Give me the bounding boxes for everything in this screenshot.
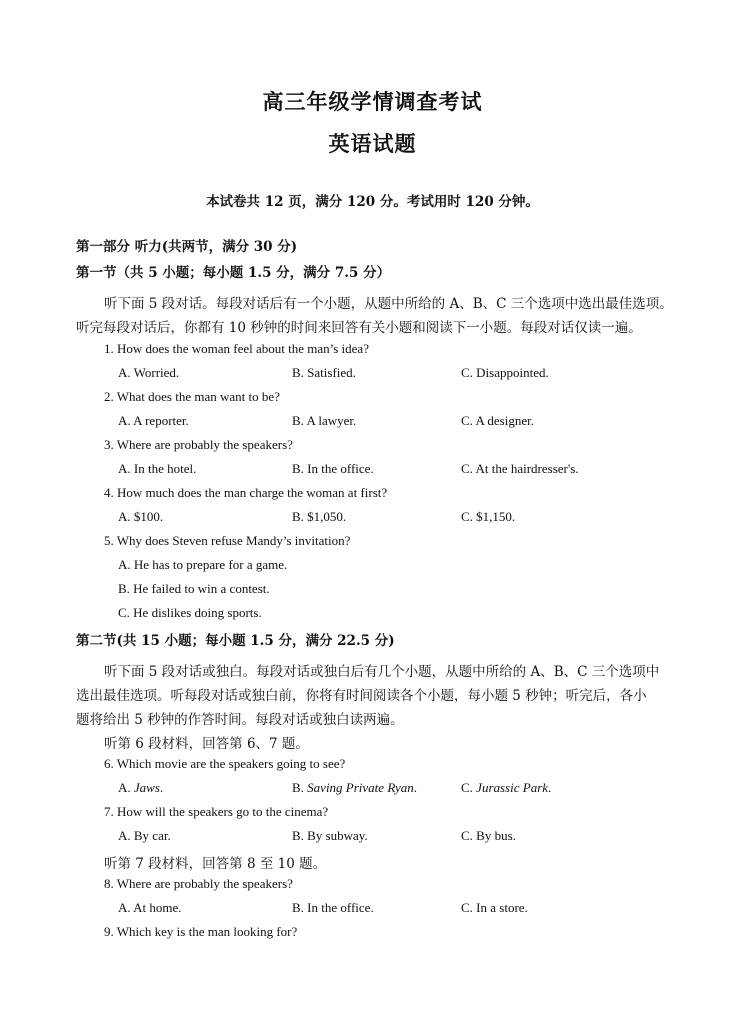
q8-option-b: B. In the office. xyxy=(292,900,374,915)
section1-heading: 第一节（共 5 小题；每小题 1.5 分，满分 7.5 分） xyxy=(76,265,391,281)
question-9: 9. Which key is the man looking for? xyxy=(104,924,298,939)
q3-option-b: B. In the office. xyxy=(292,461,374,476)
exam-subtitle: 英语试题 xyxy=(328,131,417,156)
question-1: 1. How does the woman feel about the man’s idea? xyxy=(104,341,369,356)
exam-title: 高三年级学情调查考试 xyxy=(262,89,483,114)
question-2: 2. What does the man want to be? xyxy=(104,389,280,404)
part1-heading: 第一部分 听力(共两节，满分 30 分) xyxy=(76,239,298,255)
q3-option-c: C. At the hairdresser's. xyxy=(461,461,579,476)
q1-option-a: A. Worried. xyxy=(118,365,180,380)
q5-option-c: C. He dislikes doing sports. xyxy=(118,605,262,620)
q5-option-b: B. He failed to win a contest. xyxy=(118,581,270,596)
question-8: 8. Where are probably the speakers? xyxy=(104,876,293,891)
question-3: 3. Where are probably the speakers? xyxy=(104,437,293,452)
section1-instructions-1: 听下面 5 段对话。每段对话后有一个小题，从题中所给的 A、B、C 三个选项中选出最佳选项。 xyxy=(104,296,673,312)
q6-option-a: A. Jaws. xyxy=(118,780,164,795)
material-6-note: 听第 6 段材料，回答第 6、7 题。 xyxy=(104,736,309,752)
material-7-note: 听第 7 段材料，回答第 8 至 10 题。 xyxy=(104,856,327,872)
q4-option-b: B. $1,050. xyxy=(292,509,347,524)
section1-instructions-2: 听完每段对话后，你都有 10 秒钟的时间来回答有关小题和阅读下一小题。每段对话仅读一遍。 xyxy=(76,320,642,336)
q8-option-a: A. At home. xyxy=(118,900,182,915)
q7-option-a: A. By car. xyxy=(118,828,171,843)
q4-option-c: C. $1,150. xyxy=(461,509,516,524)
q6-option-c: C. Jurassic Park. xyxy=(461,780,552,795)
q8-option-c: C. In a store. xyxy=(461,900,528,915)
question-5: 5. Why does Steven refuse Mandy’s invitation? xyxy=(104,533,351,548)
section2-instructions-2: 选出最佳选项。听每段对话或独白前，你将有时间阅读各个小题，每小题 5 秒钟；听完后，各小 xyxy=(76,688,647,704)
exam-info: 本试卷共 12 页，满分 120 分。考试用时 120 分钟。 xyxy=(206,194,539,210)
question-4: 4. How much does the man charge the woman at first? xyxy=(104,485,388,500)
q2-option-a: A. A reporter. xyxy=(118,413,189,428)
section2-instructions-3: 题将给出 5 秒钟的作答时间。每段对话或独白读两遍。 xyxy=(76,712,404,728)
q7-option-b: B. By subway. xyxy=(292,828,368,843)
q4-option-a: A. $100. xyxy=(118,509,164,524)
q1-option-c: C. Disappointed. xyxy=(461,365,549,380)
q1-option-b: B. Satisfied. xyxy=(292,365,356,380)
section2-instructions-1: 听下面 5 段对话或独白。每段对话或独白后有几个小题，从题中所给的 A、B、C 三个选项中 xyxy=(104,664,660,680)
q5-option-a: A. He has to prepare for a game. xyxy=(118,557,288,572)
q7-option-c: C. By bus. xyxy=(461,828,516,843)
q6-option-b: B. Saving Private Ryan. xyxy=(292,780,418,795)
q3-option-a: A. In the hotel. xyxy=(118,461,197,476)
section2-heading: 第二节(共 15 小题；每小题 1.5 分，满分 22.5 分) xyxy=(76,633,395,649)
q2-option-c: C. A designer. xyxy=(461,413,534,428)
question-7: 7. How will the speakers go to the cinema? xyxy=(104,804,329,819)
q2-option-b: B. A lawyer. xyxy=(292,413,357,428)
question-6: 6. Which movie are the speakers going to see? xyxy=(104,756,346,771)
